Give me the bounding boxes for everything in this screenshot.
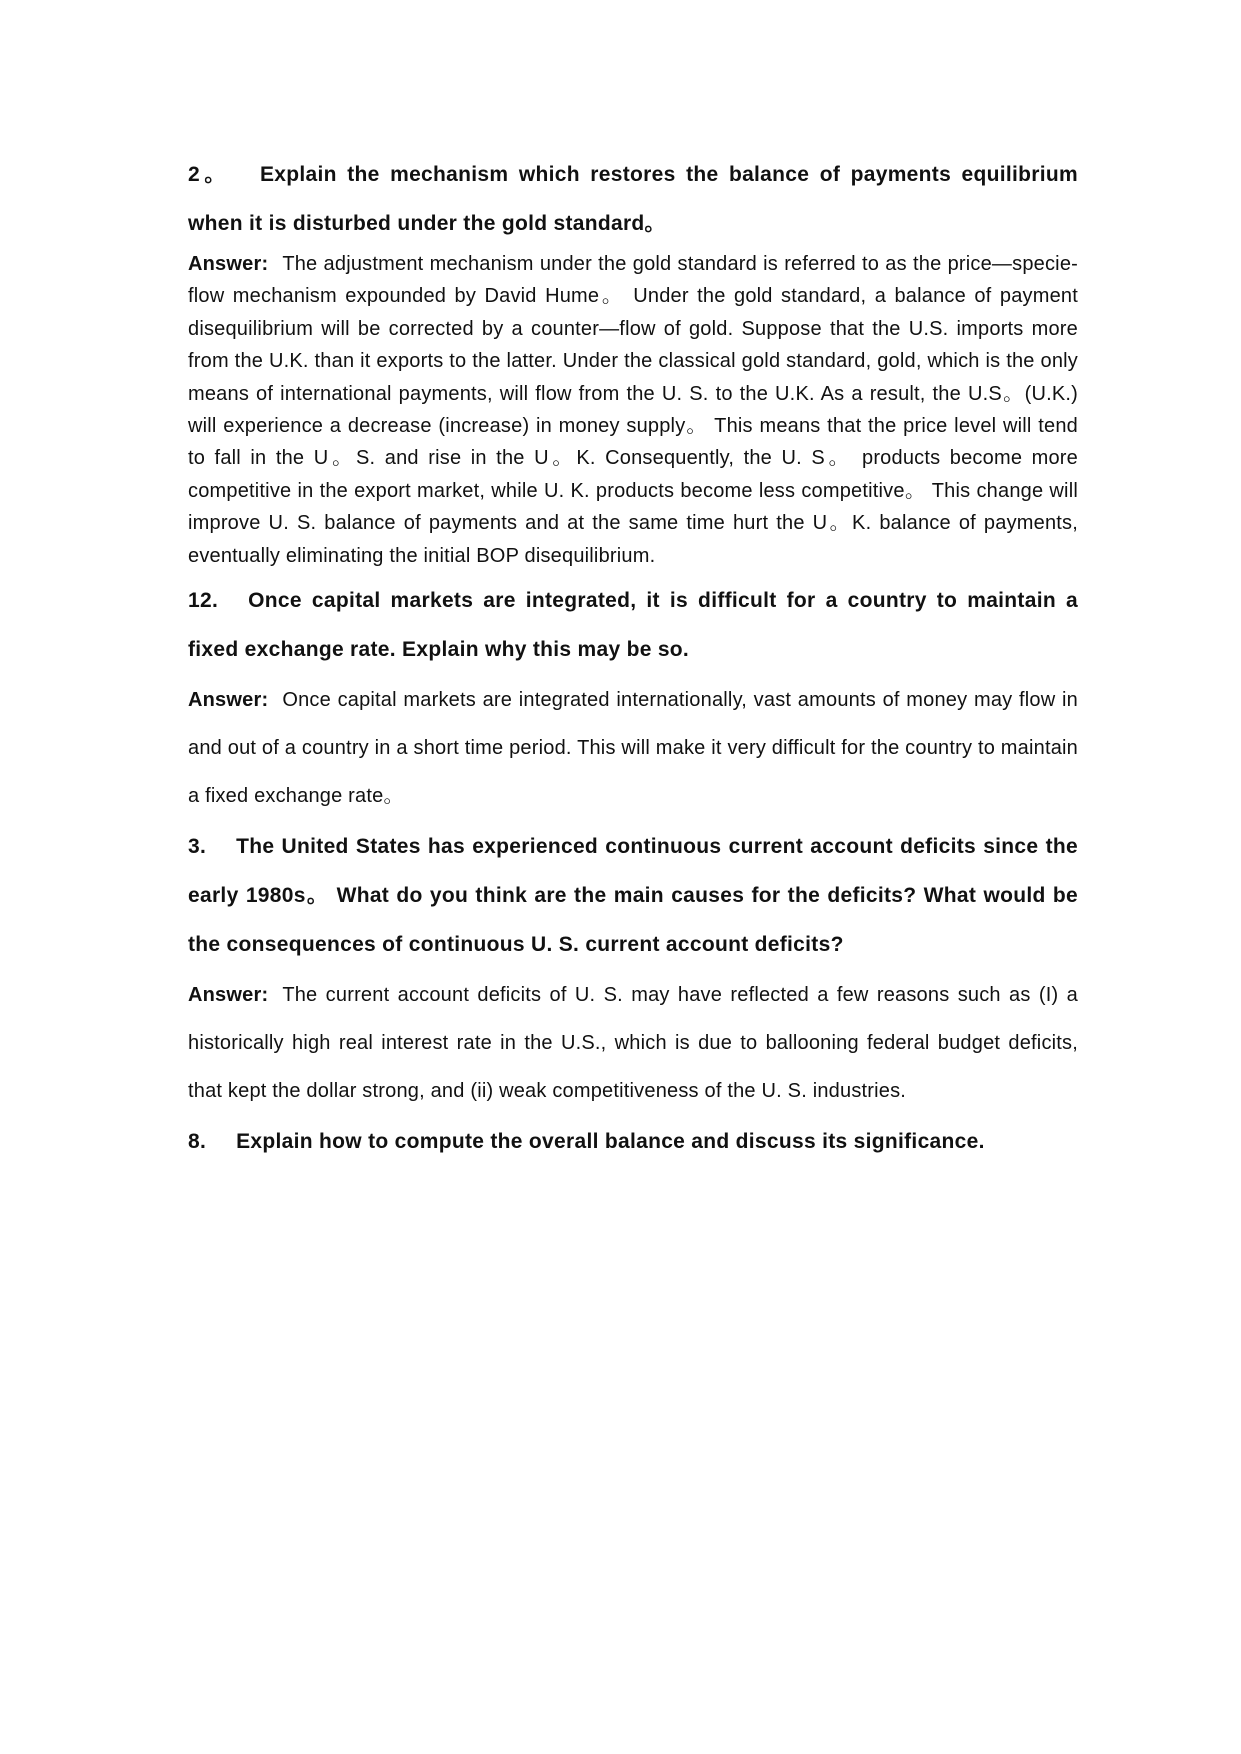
question-3: [188, 822, 1078, 969]
question-12: [188, 576, 1078, 674]
document-page: [188, 150, 1078, 1166]
question-number: 8.: [188, 1130, 207, 1154]
answer-text: The current account deficits of U. S. may have reflected a few reasons such as (I) a historically high real interest rate in the U.S., which is due to ballooning federal budget deficits, that kept the dollar strong, and (ii) weak competitiveness of the U. S. industries.: [188, 984, 1078, 1103]
answer-text: Once capital markets are integrated internationally, vast amounts of money may flow in and out of a country in a short time period. This will make it very difficult for the country to maintain a fixed exchange rate。: [188, 689, 1078, 808]
question-number: 12.: [188, 589, 219, 613]
answer-label: Answer:: [188, 984, 269, 1007]
question-text: The United States has experienced continuous current account deficits since the early 1980s。 What do you think are the main causes for the deficits? What would be the consequences of continuous U. S. current account deficits?: [188, 835, 1078, 957]
question-text: Explain the mechanism which restores the balance of payments equilibrium when it is disturbed under the gold standard。: [188, 163, 1078, 235]
answer-label: Answer:: [188, 689, 269, 712]
answer-3: [188, 971, 1078, 1115]
question-text: Once capital markets are integrated, it is difficult for a country to maintain a fixed exchange rate. Explain why this may be so.: [188, 589, 1078, 662]
answer-label: Answer:: [188, 253, 269, 275]
answer-text: The adjustment mechanism under the gold standard is referred to as the price—specie-flow mechanism expounded by David Hume。 Under the gold standard, a balance of payment disequilibrium will be corrected by a counter—flow of gold. Suppose that the U.S. imports more from the U.K. than it exports to the latter. Under the classical gold standard, gold, which is the only means of international payments, will flow from the U. S. to the U.K. As a result, the U.S。(U.K.) will experience a decrease (increase) in money supply。 This means that the price level will tend to fall in the U。S. and rise in the U。K. Consequently, the U. S。 products become more competitive in the export market, while U. K. products become less competitive。 This change will improve U. S. balance of payments and at the same time hurt the U。K. balance of payments, eventually eliminating the initial BOP disequilibrium.: [188, 253, 1078, 567]
answer-12: [188, 676, 1078, 820]
question-8: [188, 1117, 1078, 1166]
question-text: Explain how to compute the overall balance and discuss its significance.: [236, 1130, 985, 1154]
question-number: 2。: [188, 163, 230, 186]
answer-2: [188, 248, 1078, 572]
question-number: 3.: [188, 835, 207, 859]
question-2: [188, 150, 1078, 248]
